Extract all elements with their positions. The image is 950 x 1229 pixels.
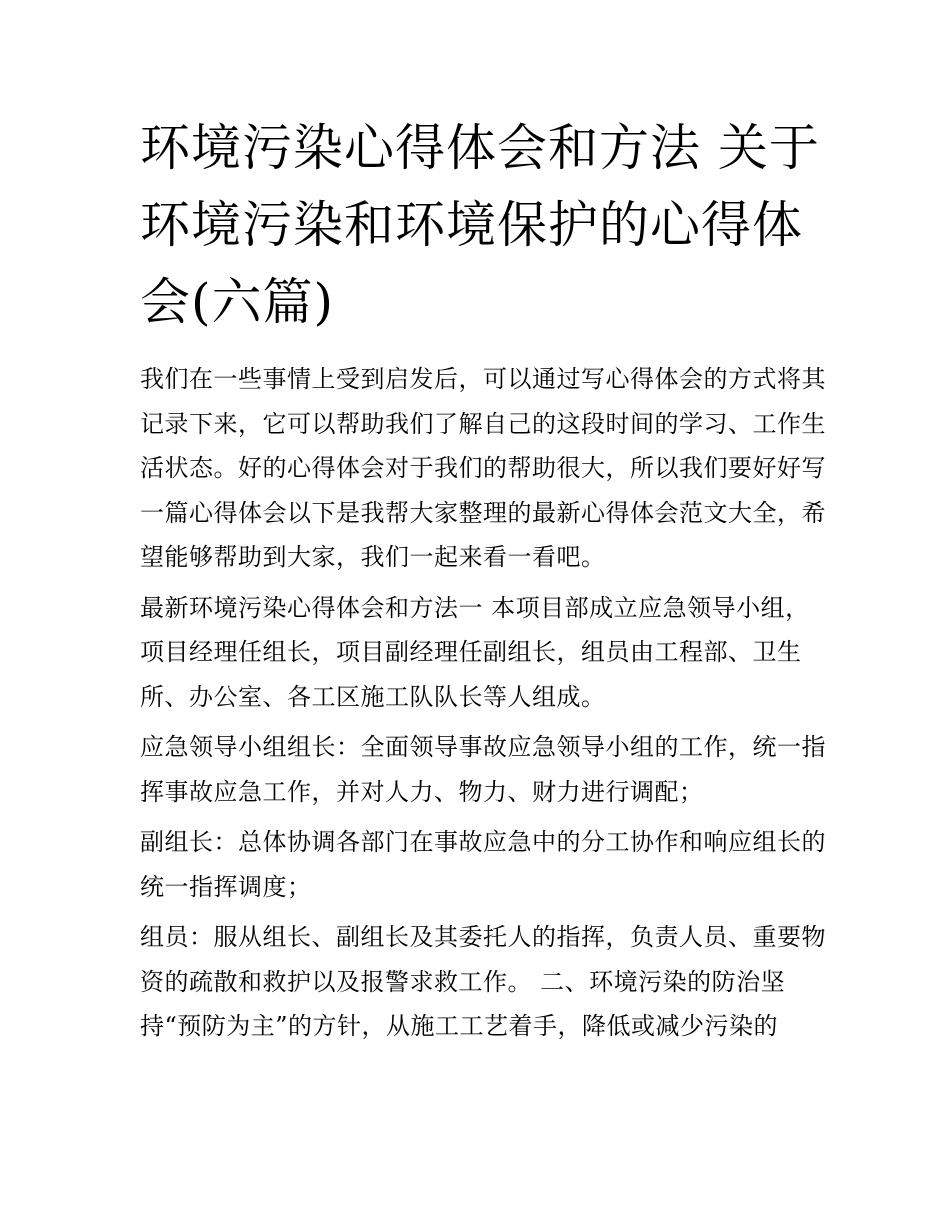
paragraph-team-leader: 应急领导小组组长：全面领导事故应急领导小组的工作，统一指挥事故应急工作，并对人力、物力、财力进行调配；: [140, 733, 826, 806]
paragraph-intro: 我们在一些事情上受到启发后，可以通过写心得体会的方式将其记录下来，它可以帮助我们了解自己的这段时间的学习、工作生活状态。好的心得体会对于我们的帮助很大，所以我们要好好写一篇心得体会以下是我帮大家整理的最新心得体会范文大全，希望能够帮助到大家，我们一起来看一看吧。: [140, 365, 826, 571]
paragraph-deputy-leader: 副组长：总体协调各部门在事故应急中的分工协作和响应组长的统一指挥调度；: [140, 828, 826, 901]
paragraph-members: 组员：服从组长、副组长及其委托人的指挥，负责人员、重要物资的疏散和救护以及报警求救工作。 二、环境污染的防治坚持“预防为主”的方针，从施工工艺着手，降低或减少污染的: [140, 923, 826, 1040]
document-body: [140, 357, 830, 1055]
document-title: 环境污染心得体会和方法 关于环境污染和环境保护的心得体会(六篇): [140, 119, 820, 331]
paragraph-emergency-team: 最新环境污染心得体会和方法一 本项目部成立应急领导小组，项目经理任组长，项目副经理任副组长，组员由工程部、卫生所、办公室、各工区施工队队长等人组成。: [140, 593, 810, 711]
